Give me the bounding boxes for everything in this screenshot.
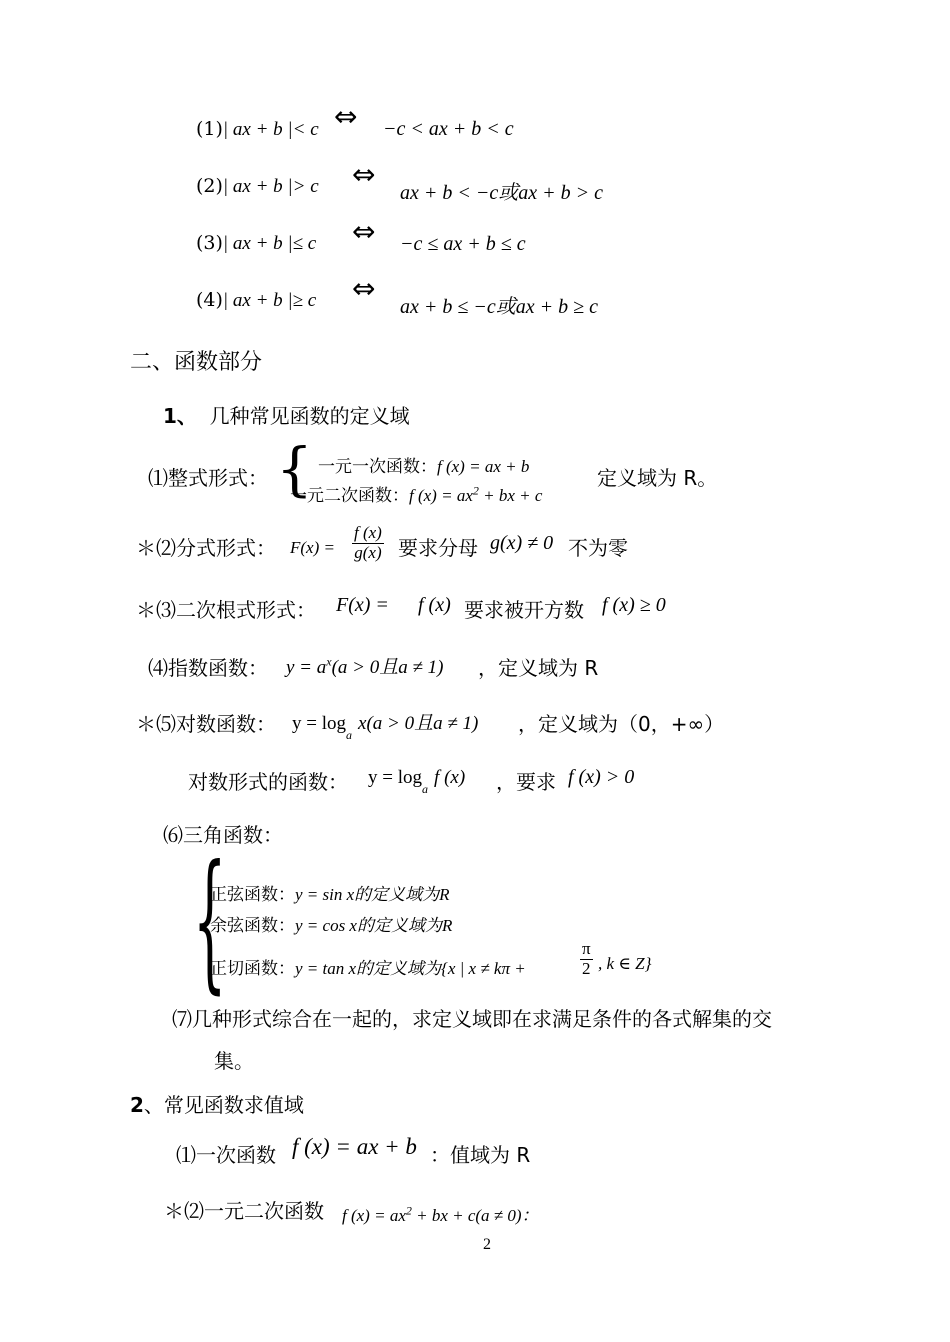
- item-1-line-1-math: f (x) = ax + b: [437, 457, 530, 476]
- trig-line-3-denominator: 2: [582, 958, 591, 978]
- item-5-math-a: y = log: [292, 713, 346, 734]
- item-2-tail: 不为零: [568, 536, 628, 560]
- item-4-sup: x: [326, 654, 332, 669]
- item-3-req: 要求被开方数: [464, 598, 584, 622]
- trig-line-3-cn: 正切函数：: [210, 959, 295, 979]
- item-1-line-1: [318, 452, 529, 477]
- equivalence-arrow-icon: ⇔: [352, 215, 376, 248]
- ineq-4: [196, 289, 316, 312]
- item-6-label: ⑹三角函数：: [163, 823, 283, 847]
- item-3-label: ＊⑶二次根式形式：: [136, 598, 316, 622]
- ineq-3: [196, 232, 316, 255]
- item-2-cond: g(x) ≠ 0: [490, 532, 554, 554]
- item-5b-req: ，要求: [496, 770, 556, 794]
- ineq-3-num: (3): [196, 232, 223, 254]
- ineq-2-lhs: | ax + b |> c: [222, 176, 319, 197]
- trig-line-3-math-b: , k ∈ Z}: [598, 954, 652, 973]
- item-7-line-2: 集。: [214, 1049, 254, 1073]
- subheading-2: [130, 1089, 304, 1118]
- equivalence-arrow-icon: ⇔: [352, 272, 376, 305]
- trig-line-3-fraction: [580, 940, 593, 978]
- ineq-1-num: (1): [196, 118, 223, 140]
- item-5b-sub: a: [422, 782, 428, 796]
- item-3-cond: f (x) ≥ 0: [602, 594, 666, 616]
- item-5-label: ＊⑸对数函数：: [136, 712, 276, 736]
- item-1-line-1-text: 一元一次函数：: [318, 457, 437, 477]
- item-1-line-2-math-a: f (x) = ax: [409, 486, 473, 505]
- item-1-line-2: [290, 481, 542, 506]
- ineq-3-rhs: −c ≤ ax + b ≤ c: [400, 233, 526, 255]
- ineq-4-lhs: | ax + b |≥ c: [222, 290, 317, 311]
- ineq-3-lhs: | ax + b |≤ c: [222, 233, 317, 254]
- trig-line-1-cn: 正弦函数：: [210, 885, 295, 905]
- subheading-2-title: 、常见函数求值域: [143, 1093, 304, 1117]
- item-5-math: [292, 708, 479, 742]
- subheading-1-title: 几种常见函数的定义域: [209, 404, 410, 428]
- item-5-tail: ，定义域为（0，+∞）: [518, 712, 725, 736]
- range-2-sup: 2: [405, 1203, 412, 1218]
- item-2-fraction: [352, 524, 384, 562]
- item-5b-math-a: y = log: [368, 767, 422, 788]
- trig-line-3: [210, 954, 526, 979]
- item-1-line-2-math-b: + bx + c: [478, 486, 543, 505]
- equivalence-arrow-icon: ⇔: [334, 100, 358, 133]
- item-7-line-1: ⑺几种形式综合在一起的，求定义域即在求满足条件的各式解集的交: [172, 1007, 772, 1031]
- item-4-math-a: y = a: [286, 657, 327, 678]
- section-title: 二、函数部分: [130, 350, 263, 375]
- item-5b-label: 对数形式的函数：: [188, 770, 348, 794]
- range-1-label: ⑴一次函数: [176, 1143, 276, 1167]
- range-1-math: f (x) = ax + b: [292, 1134, 417, 1159]
- item-5b-math: [368, 766, 466, 796]
- item-1-tail: 定义域为 R。: [597, 466, 718, 490]
- ineq-1: [196, 118, 319, 141]
- item-5-sub: a: [346, 728, 352, 742]
- subheading-1-num: 1、: [163, 404, 197, 428]
- equivalence-arrow-icon: ⇔: [352, 158, 376, 191]
- ineq-2: [196, 175, 319, 198]
- item-2-req: 要求分母: [398, 536, 478, 560]
- range-2-math-a: f (x) = ax: [342, 1206, 406, 1225]
- range-1-tail: ：值域为 R: [430, 1143, 531, 1167]
- ineq-1-rhs: −c < ax + b < c: [383, 118, 514, 140]
- item-3-radicand: f (x): [418, 594, 451, 616]
- ineq-1-lhs: | ax + b |< c: [222, 119, 319, 140]
- item-1-label: ⑴整式形式：: [148, 466, 268, 490]
- subheading-1: [163, 400, 410, 429]
- page-number: 2: [483, 1236, 491, 1253]
- item-4-math-b: (a > 0且a ≠ 1): [331, 657, 444, 678]
- item-1-line-2-sup: 2: [472, 483, 479, 498]
- trig-line-1-math: y = sin x的定义域为R: [295, 885, 450, 904]
- ineq-2-rhs: ax + b < −c或ax + b > c: [400, 182, 603, 204]
- range-2-math: [342, 1201, 539, 1226]
- item-1-line-2-text: 一元二次函数：: [290, 486, 409, 506]
- ineq-2-num: (2): [196, 175, 223, 197]
- item-5b-math-b: f (x): [434, 767, 466, 788]
- item-2-label: ＊⑵分式形式：: [136, 536, 276, 560]
- item-5-math-b: x(a > 0且a ≠ 1): [358, 713, 479, 734]
- item-2-lhs: F(x) =: [290, 538, 335, 557]
- trig-line-2-math: y = cos x的定义域为R: [295, 916, 453, 935]
- range-2-label: ＊⑵一元二次函数: [164, 1199, 324, 1223]
- item-4-math: [286, 652, 444, 679]
- trig-line-3-math-a: y = tan x的定义域为{x | x ≠ kπ +: [295, 959, 526, 978]
- item-2-denominator: g(x): [354, 542, 382, 562]
- trig-line-3-numerator: π: [582, 939, 591, 958]
- trig-line-2-cn: 余弦函数：: [210, 916, 295, 936]
- item-4-label: ⑷指数函数：: [148, 656, 268, 680]
- subheading-2-num: 2: [130, 1093, 144, 1117]
- item-5b-cond: f (x) > 0: [568, 766, 635, 788]
- item-2-numerator: f (x): [354, 523, 382, 542]
- trig-line-2: [210, 911, 452, 936]
- trig-line-1: [210, 880, 450, 905]
- left-brace-icon: {: [193, 834, 227, 1008]
- left-brace-icon: {: [276, 435, 313, 503]
- range-2-math-b: + bx + c(a ≠ 0)：: [411, 1206, 539, 1225]
- ineq-4-rhs: ax + b ≤ −c或ax + b ≥ c: [400, 296, 598, 318]
- ineq-4-num: (4): [196, 289, 223, 311]
- item-4-tail: ，定义域为 R: [478, 656, 599, 680]
- item-3-lhs: F(x) =: [336, 594, 389, 616]
